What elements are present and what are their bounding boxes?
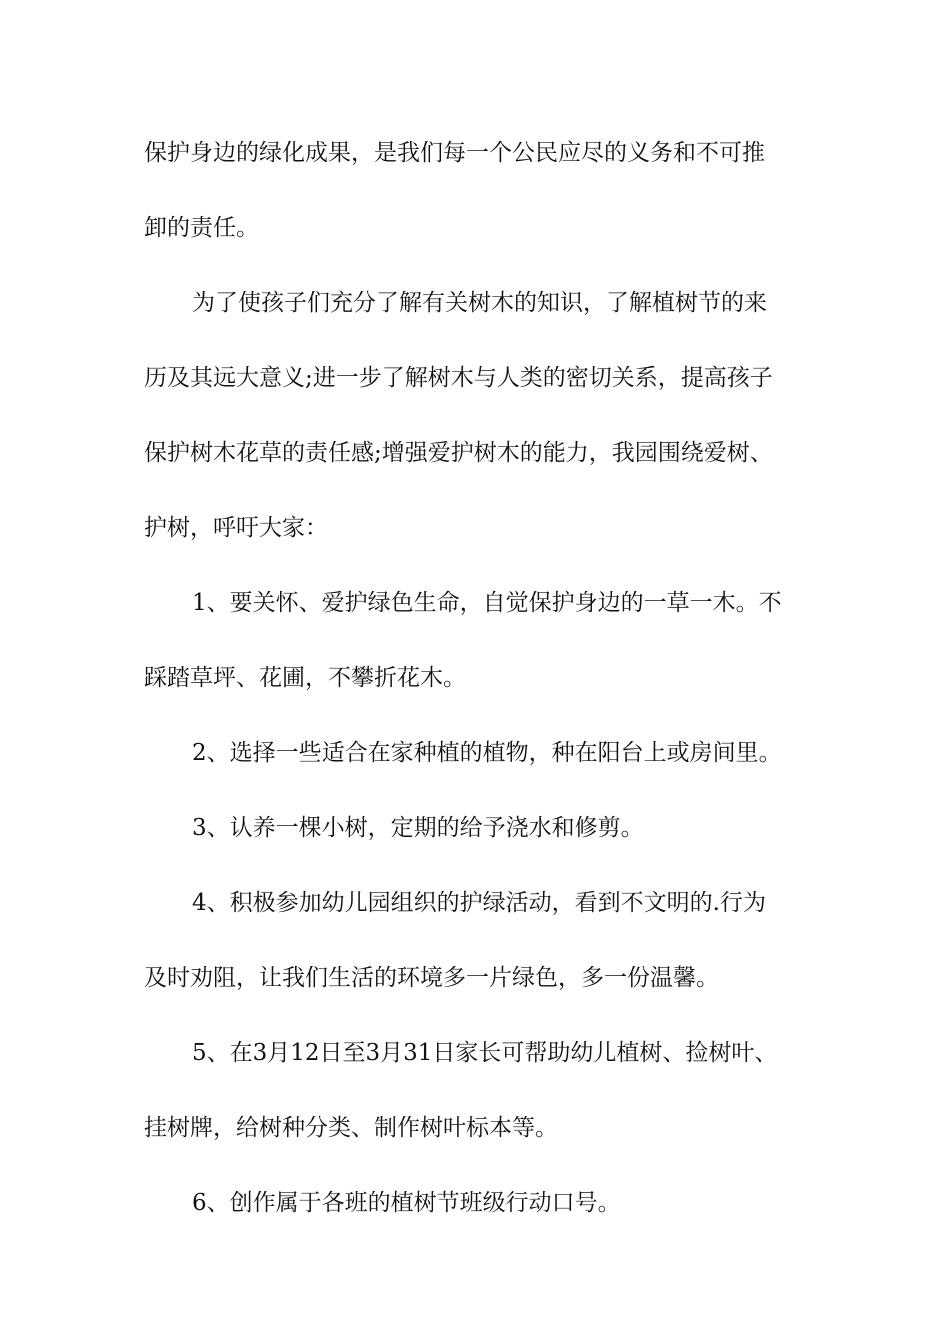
list-item-5-line-1: 5、在3月12日至3月31日家长可帮助幼儿植树、捡树叶、 [192,1040,778,1066]
paragraph-line-2: 卸的责任。 [144,215,259,241]
paragraph-line-5: 保护树木花草的责任感;增强爱护树木的能力，我园围绕爱树、 [144,440,773,466]
list-item-5-line-2: 挂树牌，给树种分类、制作树叶标本等。 [144,1115,558,1141]
list-item-4-line-2: 及时劝阻，让我们生活的环境多一片绿色，多一份温馨。 [144,965,719,991]
list-item-6: 6、创作属于各班的植树节班级行动口号。 [192,1190,621,1216]
paragraph-line-4: 历及其远大意义;进一步了解树木与人类的密切关系，提高孩子 [144,365,773,391]
paragraph-line-3: 为了使孩子们充分了解有关树木的知识，了解植树节的来 [192,290,767,316]
paragraph-line-6: 护树，呼吁大家： [144,515,328,541]
list-item-2: 2、选择一些适合在家种植的植物，种在阳台上或房间里。 [192,740,782,766]
list-item-1-line-2: 踩踏草坪、花圃，不攀折花木。 [144,665,466,691]
list-item-3: 3、认养一棵小树，定期的给予浇水和修剪。 [192,815,644,841]
list-item-1-line-1: 1、要关怀、爱护绿色生命，自觉保护身边的一草一木。不 [192,590,782,616]
list-item-4-line-1: 4、积极参加幼儿园组织的护绿活动，看到不文明的.行为 [192,890,766,916]
paragraph-line-1: 保护身边的绿化成果，是我们每一个公民应尽的义务和不可推 [144,140,765,166]
